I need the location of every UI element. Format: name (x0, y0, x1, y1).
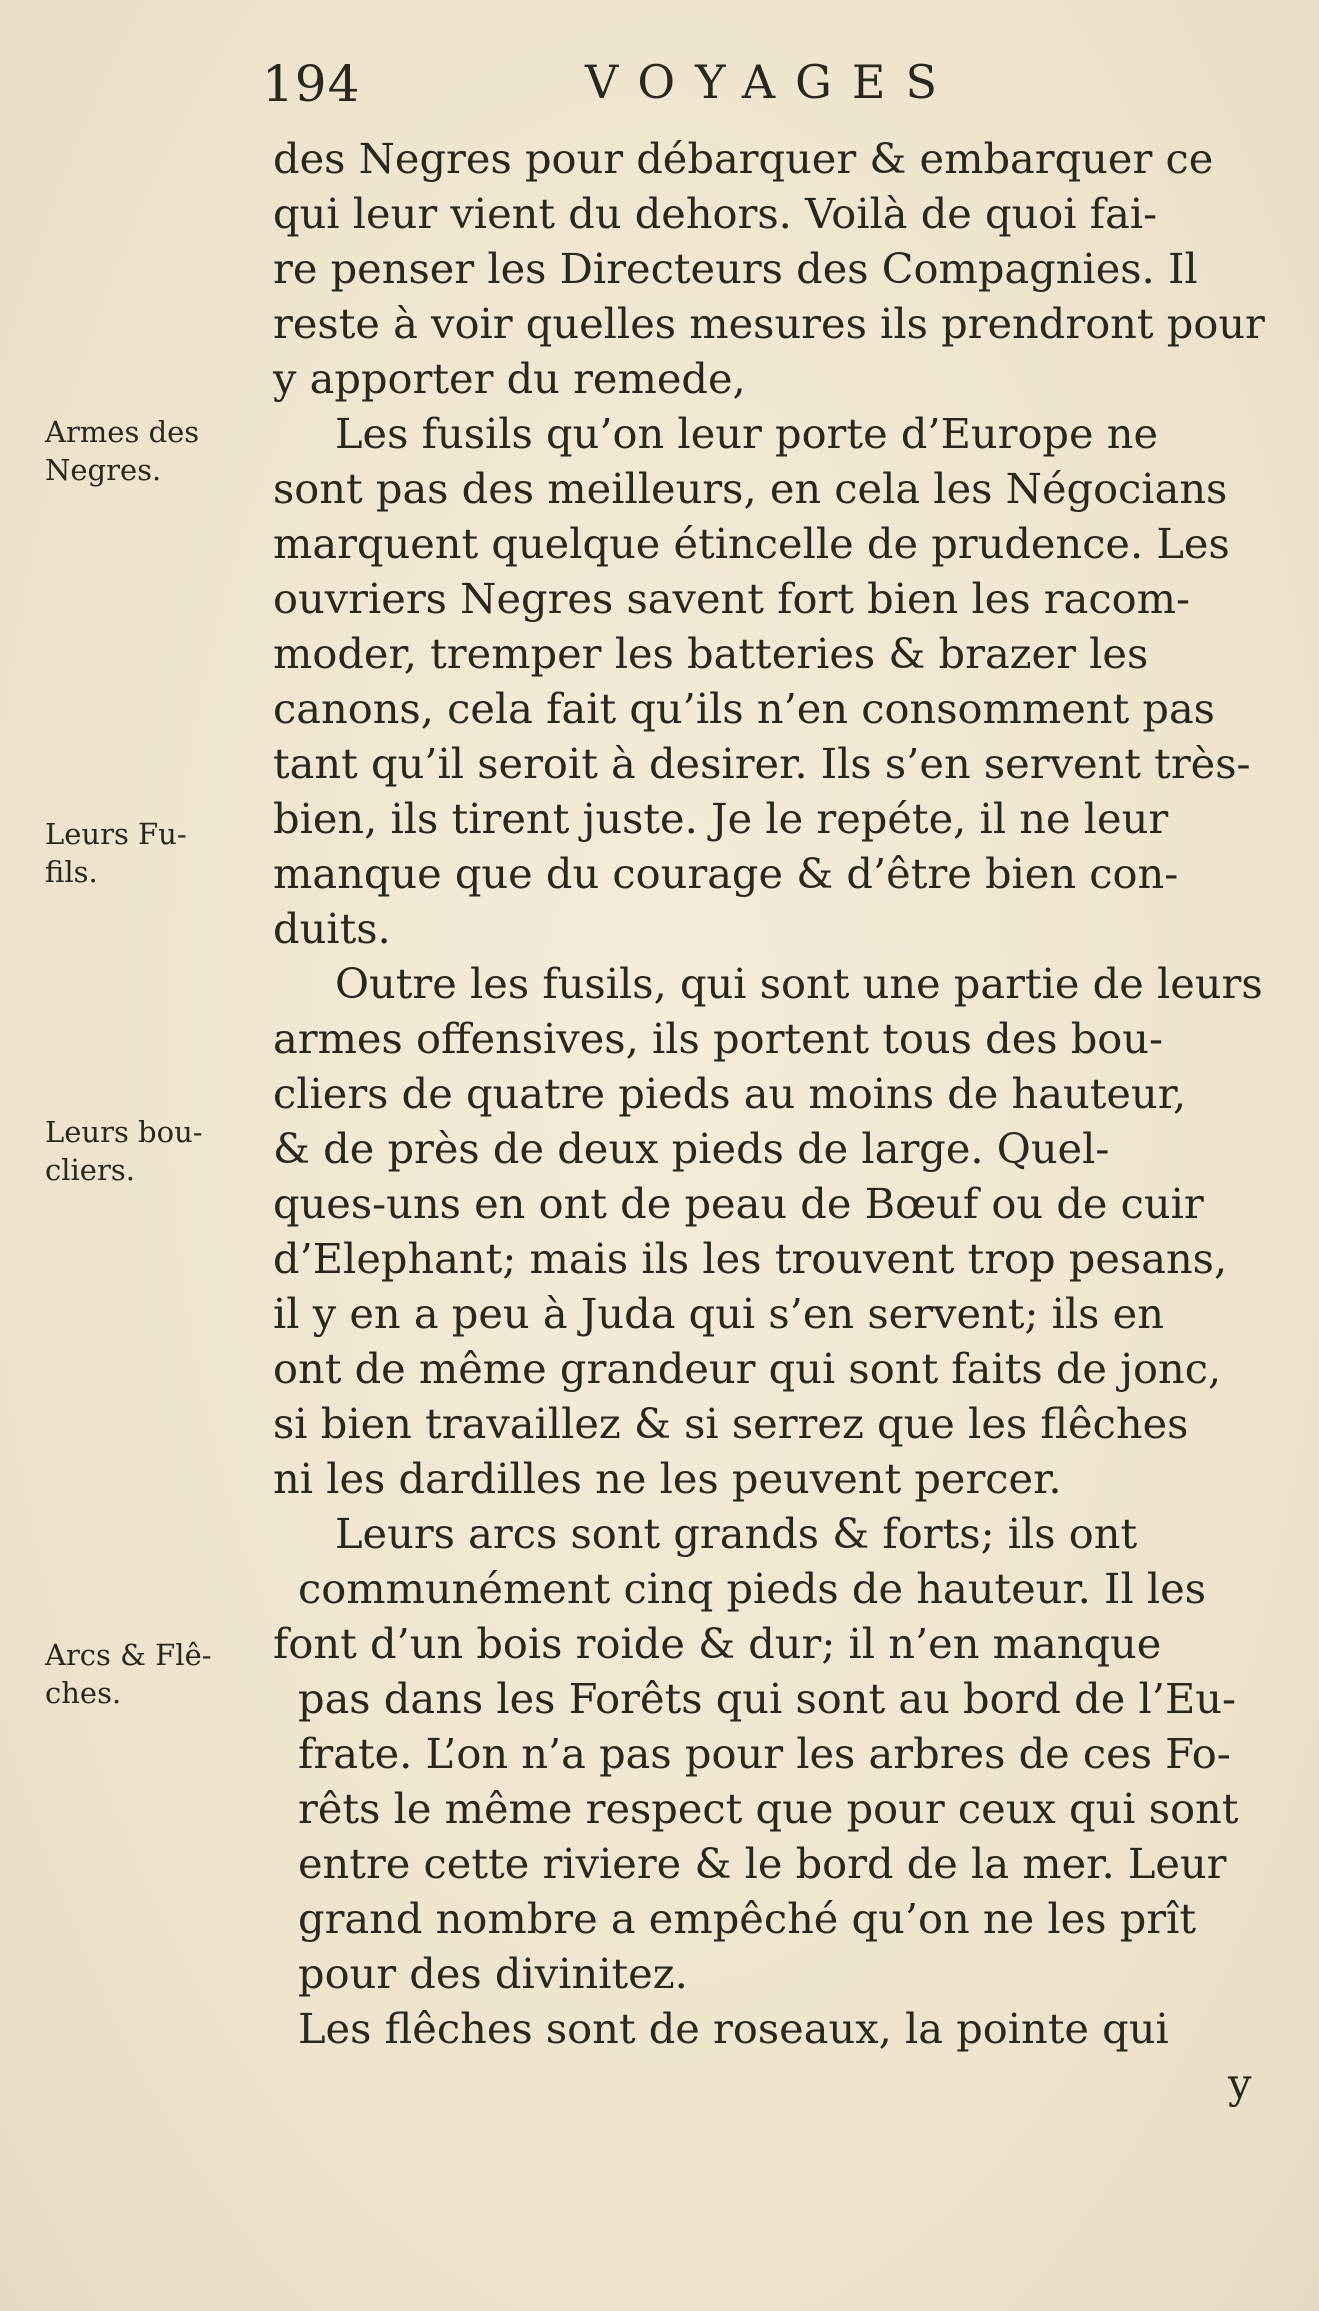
text-line: rêts le même respect que pour ceux qui sont (298, 1784, 1239, 1833)
running-title: VOYAGES (585, 55, 957, 109)
text-line: manque que du courage & d’être bien con- (273, 849, 1179, 898)
margin-note-line: Leurs bou- (45, 1115, 203, 1149)
margin-note-line: Negres. (45, 453, 162, 487)
text-line: tant qu’il seroit à desirer. Ils s’en servent très- (273, 739, 1251, 788)
margin-note-line: cliers. (45, 1153, 135, 1187)
text-line: re penser les Directeurs des Compagnies. Il (273, 244, 1198, 293)
text-line: ouvriers Negres savent fort bien les racom- (273, 574, 1190, 623)
text-line: y apporter du remede, (273, 354, 746, 403)
text-line: moder, tremper les batteries & brazer les (273, 629, 1149, 678)
text-line: ni les dardilles ne les peuvent percer. (273, 1454, 1062, 1503)
text-line: marquent quelque étincelle de prudence. Les (273, 519, 1230, 568)
paragraph-start-line: Leurs arcs sont grands & forts; ils ont (335, 1509, 1138, 1558)
text-line: entre cette riviere & le bord de la mer. Leur (298, 1839, 1227, 1888)
text-line: qui leur vient du dehors. Voilà de quoi fai- (273, 189, 1158, 238)
paragraph-start-line: Les fusils qu’on leur porte d’Europe ne (335, 409, 1159, 458)
text-line: duits. (273, 904, 391, 953)
text-line: bien, ils tirent juste. Je le repéte, il ne leur (273, 794, 1169, 843)
text-line: font d’un bois roide & dur; il n’en manque (273, 1619, 1162, 1668)
text-line: cliers de quatre pieds au moins de hauteur, (273, 1069, 1187, 1118)
paragraph-start-line: Outre les fusils, qui sont une partie de leurs (335, 959, 1263, 1008)
paragraph-start-line: Les flêches sont de roseaux, la pointe qui (298, 2004, 1169, 2053)
text-line: si bien travaillez & si serrez que les flêches (273, 1399, 1189, 1448)
text-line: d’Elephant; mais ils les trouvent trop pesans, (273, 1234, 1228, 1283)
text-line: frate. L’on n’a pas pour les arbres de ces Fo- (298, 1729, 1231, 1778)
margin-note-line: Leurs Fu- (45, 817, 187, 851)
margin-note-line: Armes des (45, 415, 200, 449)
text-line: sont pas des meilleurs, en cela les Négocians (273, 464, 1228, 513)
text-line: reste à voir quelles mesures ils prendront pour (273, 299, 1265, 348)
text-line: & de près de deux pieds de large. Quel- (273, 1124, 1110, 1173)
margin-note-boucliers (45, 1113, 203, 1189)
text-line: il y en a peu à Juda qui s’en servent; ils en (273, 1289, 1164, 1338)
page-number: 194 (262, 55, 361, 113)
margin-note-line: Arcs & Flê- (45, 1638, 212, 1672)
margin-note-arcs (45, 1636, 212, 1712)
catchword: y (1228, 2059, 1252, 2108)
margin-note-line: fils. (45, 855, 98, 889)
text-line: grand nombre a empêché qu’on ne les prît (298, 1894, 1197, 1943)
margin-note-armes (45, 413, 199, 489)
text-line: communément cinq pieds de hauteur. Il les (298, 1564, 1207, 1613)
text-line: ques-uns en ont de peau de Bœuf ou de cuir (273, 1179, 1204, 1228)
text-line: canons, cela fait qu’ils n’en consomment pas (273, 684, 1215, 733)
text-line: pas dans les Forêts qui sont au bord de l’Eu- (298, 1674, 1236, 1723)
text-line: armes offensives, ils portent tous des bou- (273, 1014, 1164, 1063)
text-line: des Negres pour débarquer & embarquer ce (273, 134, 1214, 183)
margin-note-fusils (45, 815, 187, 891)
text-line: pour des divinitez. (298, 1949, 688, 1998)
margin-note-line: ches. (45, 1676, 122, 1710)
text-line: ont de même grandeur qui sont faits de jonc, (273, 1344, 1222, 1393)
